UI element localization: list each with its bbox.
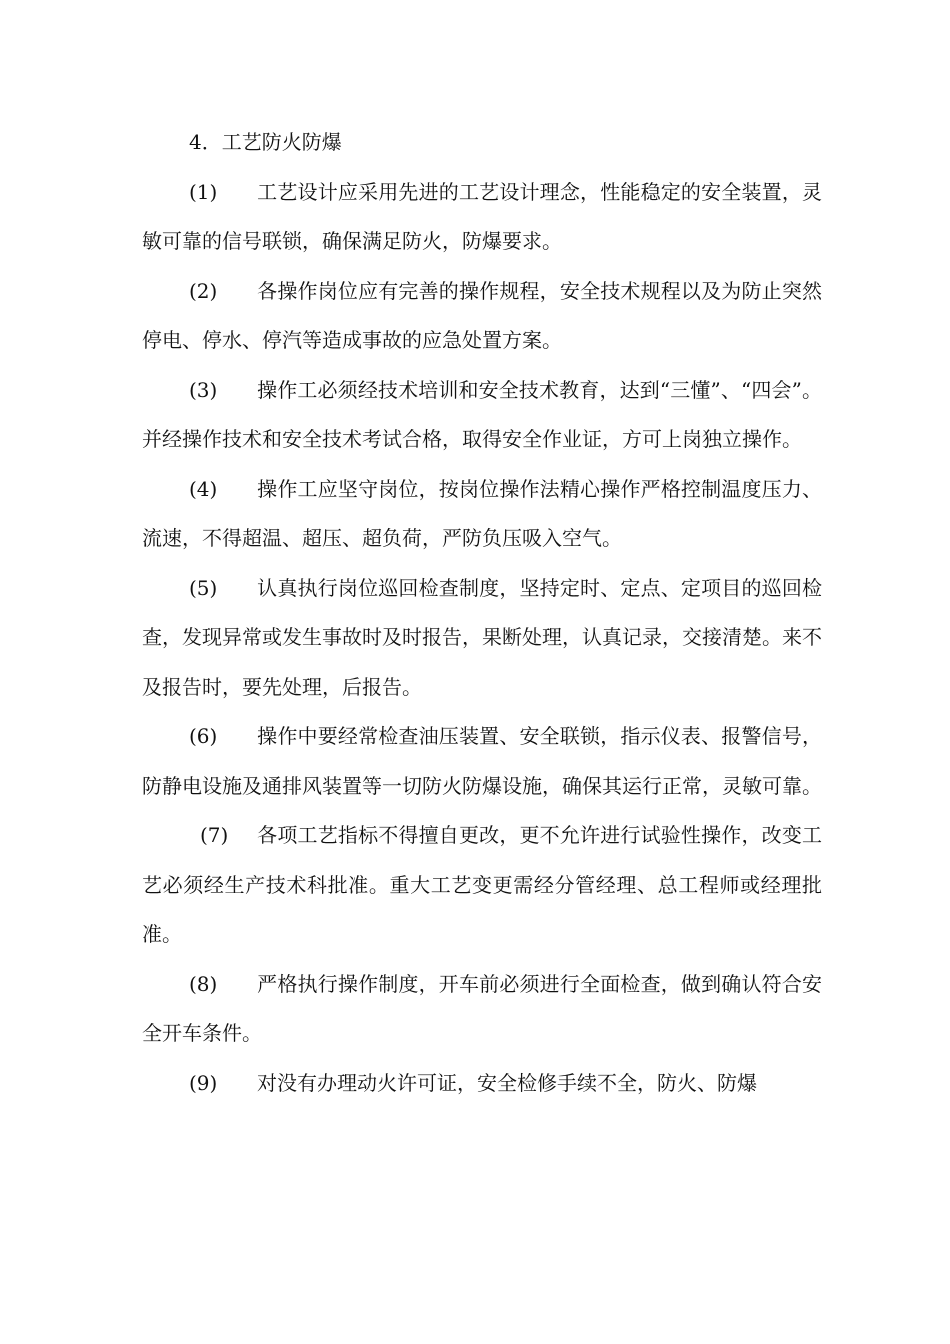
item-number: (2)	[189, 278, 218, 303]
item-number: (6)	[189, 724, 218, 748]
item-text: 工艺设计应采用先进的工艺设计理念，性能稳定的安全装置，灵敏可靠的信号联锁，确保满足防火，防爆要求。	[142, 179, 822, 253]
list-item	[142, 168, 822, 267]
item-text: 对没有办理动火许可证，安全检修手续不全，防火、防爆	[257, 1070, 757, 1095]
item-number: (3)	[189, 377, 218, 402]
item-text: 认真执行岗位巡回检查制度，坚持定时、定点、定项目的巡回检查，发现异常或发生事故时及时报告，果断处理，认真记录，交接清楚。来不及报告时，要先处理，后报告。	[142, 575, 822, 699]
item-text: 操作工必须经技术培训和安全技术教育，达到“三懂”、“四会”。并经操作技术和安全技术考试合格，取得安全作业证，方可上岗独立操作。	[142, 377, 822, 451]
section-heading: 4．工艺防火防爆	[189, 130, 342, 154]
list-item	[142, 366, 822, 465]
item-number: (8)	[189, 971, 218, 996]
item-text: 各操作岗位应有完善的操作规程，安全技术规程以及为防止突然停电、停水、停汽等造成事故的应急处置方案。	[142, 278, 822, 352]
item-text: 操作工应坚守岗位，按岗位操作法精心操作严格控制温度压力、流速，不得超温、超压、超负荷，严防负压吸入空气。	[142, 476, 822, 550]
item-text: 各项工艺指标不得擅自更改，更不允许进行试验性操作，改变工艺必须经生产技术科批准。重大工艺变更需经分管经理、总工程师或经理批准。	[142, 823, 822, 946]
item-text: 严格执行操作制度，开车前必须进行全面检查，做到确认符合安全开车条件。	[142, 971, 822, 1045]
item-number: (9)	[189, 1070, 218, 1095]
list-item	[142, 564, 822, 713]
item-number: (5)	[189, 575, 218, 600]
item-number: (7)	[200, 823, 229, 847]
list-item	[142, 811, 822, 960]
list-item	[142, 960, 822, 1059]
list-item	[142, 712, 822, 811]
list-item	[142, 1059, 822, 1109]
item-text: 操作中要经常检查油压装置、安全联锁，指示仪表、报警信号，防静电设施及通排风装置等一切防火防爆设施，确保其运行正常，灵敏可靠。	[142, 724, 822, 798]
list-item	[142, 465, 822, 564]
item-number: (1)	[189, 179, 218, 204]
item-number: (4)	[189, 476, 218, 501]
list-item	[142, 267, 822, 366]
document-body	[142, 118, 822, 1108]
